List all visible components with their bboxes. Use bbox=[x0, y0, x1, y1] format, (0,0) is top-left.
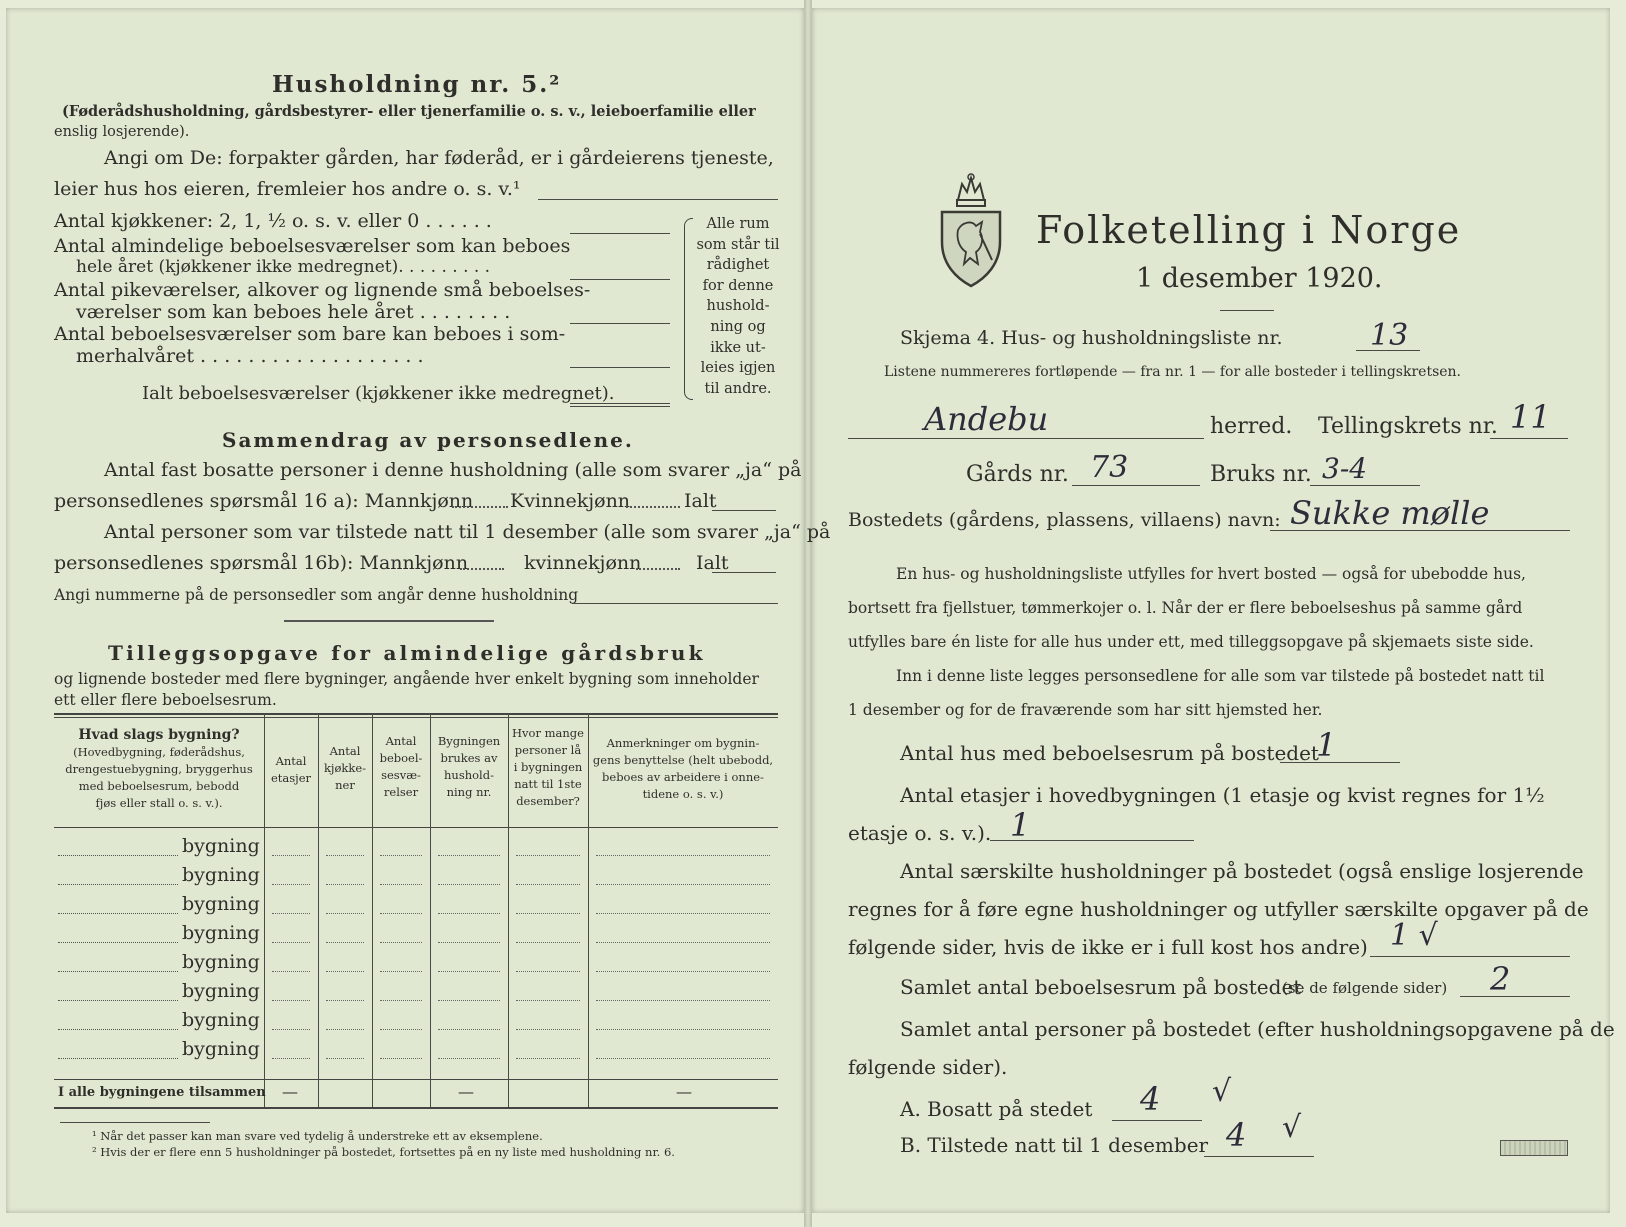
building-cell-field[interactable] bbox=[438, 971, 500, 972]
building-cell-field[interactable] bbox=[272, 855, 310, 856]
col-header-anmerkninger bbox=[588, 735, 778, 803]
husholdninger-1: Antal særskilte husholdninger på bostedet (også enslige losjerende bbox=[900, 859, 1584, 883]
kjokkener-answer-line[interactable] bbox=[570, 233, 670, 234]
building-cell-field[interactable] bbox=[596, 884, 770, 885]
building-row-label: bygning bbox=[182, 1009, 260, 1031]
etasjer-2: etasje o. s. v.). bbox=[848, 821, 992, 845]
bruks-value[interactable]: 3-4 bbox=[1322, 452, 1368, 485]
building-cell-field[interactable] bbox=[326, 1000, 364, 1001]
total-anmerkninger-dash: — bbox=[676, 1082, 692, 1101]
building-row-label: bygning bbox=[182, 951, 260, 973]
building-cell-field[interactable] bbox=[516, 1029, 580, 1030]
col-header-line: ner bbox=[335, 778, 355, 792]
building-cell-field[interactable] bbox=[272, 1029, 310, 1030]
tellingskrets-value[interactable]: 11 bbox=[1510, 398, 1551, 436]
samlet-rum-value[interactable]: 2 bbox=[1490, 960, 1511, 998]
fast-bosatte-2: personsedlenes spørsmål 16 a): Mannkjønn bbox=[54, 490, 474, 512]
building-cell-field[interactable] bbox=[272, 913, 310, 914]
building-cell-field[interactable] bbox=[380, 884, 422, 885]
rooms-ialt: Ialt beboelsesværelser (kjøkkener ikke medregnet). bbox=[142, 383, 615, 404]
buildings-table bbox=[54, 713, 778, 1113]
page-fold bbox=[804, 0, 812, 1227]
bosatt-check-mark: √ bbox=[1212, 1074, 1232, 1109]
building-cell-field[interactable] bbox=[596, 1029, 770, 1030]
col-header-line: Hvor mange bbox=[512, 726, 584, 740]
building-cell-field[interactable] bbox=[380, 1000, 422, 1001]
building-cell-field[interactable] bbox=[596, 1058, 770, 1059]
rooms-pike-2: værelser som kan beboes hele året . . . . . . . . bbox=[76, 301, 511, 323]
building-cell-field[interactable] bbox=[596, 913, 770, 914]
instruction-3: utfylles bare én liste for alle hus under ett, med tilleggsopgave på skjemaets siste side. bbox=[848, 633, 1534, 651]
tilstede-mann-field[interactable] bbox=[460, 568, 504, 570]
building-cell-field[interactable] bbox=[380, 1058, 422, 1059]
bosted-value[interactable]: Sukke mølle bbox=[1290, 494, 1490, 532]
bosted-label: Bostedets (gårdens, plassens, villaens) navn: bbox=[848, 509, 1281, 531]
building-cell-field[interactable] bbox=[380, 913, 422, 914]
sammendrag-heading: Sammendrag av personsedlene. bbox=[222, 428, 634, 452]
instruction-4: Inn i denne liste legges personsedlene for alle som var tilstede på bostedet natt til bbox=[896, 667, 1545, 685]
building-cell-field[interactable] bbox=[326, 855, 364, 856]
gards-label: Gårds nr. bbox=[966, 462, 1069, 487]
building-cell-field[interactable] bbox=[438, 855, 500, 856]
etasjer-line bbox=[990, 840, 1194, 841]
building-cell-field[interactable] bbox=[438, 1000, 500, 1001]
building-cell-field[interactable] bbox=[272, 1000, 310, 1001]
tilstede-label: B. Tilstede natt til 1 desember bbox=[900, 1133, 1209, 1157]
building-cell-field[interactable] bbox=[438, 884, 500, 885]
building-row-label: bygning bbox=[182, 864, 260, 886]
household-subtitle-2: enslig losjerende). bbox=[54, 124, 190, 140]
herred-value[interactable]: Andebu bbox=[924, 400, 1049, 438]
instruction-2: bortsett fra fjellstuer, tømmerkojer o. l. Når der er flere beboelseshus på samme gård bbox=[848, 599, 1523, 617]
nummerne-field[interactable] bbox=[572, 603, 778, 604]
building-cell-field[interactable] bbox=[516, 1058, 580, 1059]
tillegg-heading: Tilleggsopgave for almindelige gårdsbruk bbox=[108, 641, 706, 665]
rooms-alm-2: hele året (kjøkkener ikke medregnet). . . . . . . . . bbox=[76, 257, 491, 277]
husholdninger-2: regnes for å føre egne husholdninger og utfyller særskilte opgaver på de bbox=[848, 897, 1589, 921]
rooms-kjokkener: Antal kjøkkener: 2, 1, ½ o. s. v. eller 0 . . . . . . bbox=[54, 210, 492, 232]
col-header-etasjer bbox=[264, 753, 318, 787]
fast-bosatte-1: Antal fast bosatte personer i denne husholdning (alle som svarer „ja“ på bbox=[104, 459, 802, 481]
building-cell-field[interactable] bbox=[516, 913, 580, 914]
tillegg-desc-1: og lignende bosteder med flere bygninger, angående hver enkelt bygning som inneholder bbox=[54, 670, 759, 688]
col-header-line: kjøkke- bbox=[323, 761, 367, 775]
alm-answer-line[interactable] bbox=[570, 279, 670, 280]
samlet-rum-note: (se de følgende sider) bbox=[1282, 979, 1448, 997]
rooms-note-line: ning og bbox=[710, 318, 766, 335]
hus-line bbox=[1280, 762, 1400, 763]
footnote-1: ¹ Når det passer kan man svare ved tydelig å understreke ett av eksemplene. bbox=[92, 1129, 543, 1143]
rooms-brace bbox=[684, 218, 693, 400]
husholdninger-3: følgende sider, hvis de ikke er i full kost hos andre) bbox=[848, 935, 1368, 959]
sommer-answer-line[interactable] bbox=[570, 367, 670, 368]
skjema-number[interactable]: 13 bbox=[1370, 318, 1409, 353]
etasjer-value[interactable]: 1 bbox=[1010, 806, 1031, 844]
rooms-note-line: rådighet bbox=[706, 257, 770, 274]
rooms-note-line: Alle rum bbox=[706, 216, 770, 232]
household-title: Husholdning nr. 5.² bbox=[272, 71, 562, 98]
ialt-answer-line[interactable] bbox=[570, 403, 670, 404]
tellingskrets-label: Tellingskrets nr. bbox=[1318, 414, 1498, 439]
rooms-note-line: hushold- bbox=[706, 298, 770, 315]
tilstede-ialt-field[interactable] bbox=[712, 572, 776, 573]
col-header-line: Antal bbox=[385, 734, 417, 748]
ialt-answer-double-line bbox=[570, 406, 670, 407]
footnote-2: ² Hvis der er flere enn 5 husholdninger på bostedet, fortsettes på en ny liste med husholdning nr. 6. bbox=[92, 1145, 675, 1159]
col-header-line: tidene o. s. v.) bbox=[642, 787, 724, 801]
building-cell-field[interactable] bbox=[596, 942, 770, 943]
gards-line bbox=[1072, 485, 1200, 486]
gards-value[interactable]: 73 bbox=[1090, 450, 1129, 485]
building-cell-field[interactable] bbox=[272, 1058, 310, 1059]
building-type-field[interactable] bbox=[58, 913, 178, 914]
building-cell-field[interactable] bbox=[516, 855, 580, 856]
col-header-line: i bygningen bbox=[513, 760, 583, 774]
building-type-field[interactable] bbox=[58, 884, 178, 885]
building-cell-field[interactable] bbox=[326, 942, 364, 943]
bruks-label: Bruks nr. bbox=[1210, 462, 1312, 487]
household-subtitle-1: (Føderådshusholdning, gårdsbestyrer- eller tjenerfamilie o. s. v., leieboerfamilie eller bbox=[62, 103, 756, 120]
col-header-line: hushold- bbox=[444, 768, 494, 782]
tilstede-value[interactable]: 4 bbox=[1226, 1116, 1247, 1154]
skjema-label: Skjema 4. Hus- og husholdningsliste nr. bbox=[900, 327, 1283, 349]
building-type-field[interactable] bbox=[58, 1058, 178, 1059]
samlet-personer-1: Samlet antal personer på bostedet (efter husholdningsopgavene på de bbox=[900, 1017, 1615, 1041]
col-header-line: fjøs eller stall o. s. v.). bbox=[95, 796, 223, 810]
col-header-line: brukes av bbox=[440, 751, 498, 765]
col-header-line: (Hovedbygning, føderådshus, bbox=[73, 745, 245, 759]
building-cell-field[interactable] bbox=[272, 971, 310, 972]
tilstede-kvinne-label: kvinnekjønn bbox=[524, 552, 642, 574]
building-cell-field[interactable] bbox=[380, 971, 422, 972]
tilstede-kvinne-field[interactable] bbox=[636, 568, 680, 570]
samlet-rum-label: Samlet antal beboelsesrum på bostedet bbox=[900, 975, 1302, 999]
etasjer-1: Antal etasjer i hovedbygningen (1 etasje og kvist regnes for 1½ bbox=[900, 783, 1545, 807]
question-angi-1: Angi om De: forpakter gården, har føderåd, er i gårdeierens tjeneste, bbox=[104, 147, 774, 169]
husholdninger-value[interactable]: 1 √ bbox=[1390, 918, 1438, 953]
col-header-personer bbox=[508, 725, 588, 810]
form-title: Folketelling i Norge bbox=[1036, 208, 1462, 252]
col-header-line: ning nr. bbox=[446, 785, 492, 799]
building-row-label: bygning bbox=[182, 893, 260, 915]
herred-label: herred. bbox=[1210, 414, 1293, 439]
rooms-note-line: som står til bbox=[696, 236, 780, 253]
building-row-label: bygning bbox=[182, 1038, 260, 1060]
printer-stamp-icon bbox=[1500, 1140, 1568, 1156]
building-cell-field[interactable] bbox=[326, 971, 364, 972]
building-cell-field[interactable] bbox=[596, 1000, 770, 1001]
col-header-line: desember? bbox=[516, 794, 580, 808]
tilstede-ialt-label: Ialt bbox=[696, 552, 729, 574]
rooms-sommer-1: Antal beboelsesværelser som bare kan beboes i som- bbox=[54, 323, 566, 345]
norwegian-coat-of-arms-icon bbox=[936, 172, 1006, 292]
fast-ialt-field[interactable] bbox=[712, 510, 776, 511]
bosatt-label: A. Bosatt på stedet bbox=[900, 1097, 1093, 1121]
rooms-note-line: ikke ut- bbox=[710, 339, 766, 356]
total-etasjer-dash: — bbox=[282, 1082, 298, 1101]
col-header-line: etasjer bbox=[270, 771, 312, 785]
building-cell-field[interactable] bbox=[516, 884, 580, 885]
footnote-rule bbox=[60, 1122, 210, 1123]
building-cell-field[interactable] bbox=[596, 855, 770, 856]
herred-line bbox=[848, 438, 1204, 439]
col-header-line: beboel- bbox=[379, 751, 423, 765]
building-cell-field[interactable] bbox=[272, 884, 310, 885]
building-type-field[interactable] bbox=[58, 942, 178, 943]
building-cell-field[interactable] bbox=[438, 942, 500, 943]
bosted-line bbox=[1270, 530, 1570, 531]
bosatt-value[interactable]: 4 bbox=[1140, 1080, 1161, 1118]
col-header-line: Hvad slags bygning? bbox=[78, 727, 240, 743]
col-header-line: relser bbox=[383, 785, 419, 799]
building-row-label: bygning bbox=[182, 835, 260, 857]
building-cell-field[interactable] bbox=[326, 913, 364, 914]
hus-value[interactable]: 1 bbox=[1316, 726, 1337, 764]
building-cell-field[interactable] bbox=[326, 1029, 364, 1030]
building-cell-field[interactable] bbox=[326, 1058, 364, 1059]
col-header-line: med beboelsesrum, bebodd bbox=[78, 779, 240, 793]
building-type-field[interactable] bbox=[58, 1000, 178, 1001]
col-header-line: Antal bbox=[329, 744, 361, 758]
building-cell-field[interactable] bbox=[516, 971, 580, 972]
building-cell-field[interactable] bbox=[380, 1029, 422, 1030]
tilstede-check-mark: √ bbox=[1282, 1110, 1302, 1145]
instruction-1: En hus- og husholdningsliste utfylles for hvert bosted — også for ubebodde hus, bbox=[896, 565, 1526, 583]
building-cell-field[interactable] bbox=[596, 971, 770, 972]
nummerne-label: Angi nummerne på de personsedler som angår denne husholdning bbox=[54, 586, 579, 604]
building-cell-field[interactable] bbox=[516, 942, 580, 943]
form-date: 1 desember 1920. bbox=[1136, 263, 1383, 294]
tillegg-desc-2: ett eller flere beboelsesrum. bbox=[54, 691, 277, 709]
building-cell-field[interactable] bbox=[380, 942, 422, 943]
col-header-line: drengestuebygning, bryggerhus bbox=[65, 762, 253, 776]
tellingskrets-line bbox=[1490, 438, 1568, 439]
building-type-field[interactable] bbox=[58, 1029, 178, 1030]
building-cell-field[interactable] bbox=[516, 1000, 580, 1001]
col-header-line: Anmerkninger om bygnin- bbox=[606, 736, 760, 750]
rooms-note-line: for denne bbox=[702, 277, 774, 294]
rooms-note bbox=[694, 214, 782, 399]
rooms-pike-1: Antal pikeværelser, alkover og lignende små beboelses- bbox=[54, 279, 591, 301]
hus-label: Antal hus med beboelsesrum på bostedet bbox=[900, 741, 1319, 765]
col-header-line: beboes av arbeidere i onne- bbox=[602, 770, 764, 784]
fast-ialt-label: Ialt bbox=[684, 490, 717, 512]
building-type-field[interactable] bbox=[58, 971, 178, 972]
fast-mann-field[interactable] bbox=[452, 506, 508, 508]
col-header-line: Bygningen bbox=[437, 734, 501, 748]
col-header-kjokkener bbox=[318, 743, 372, 794]
col-header-line: Antal bbox=[275, 754, 307, 768]
rooms-alm-1: Antal almindelige beboelsesværelser som kan beboes bbox=[54, 235, 571, 257]
rooms-note-line: til andre. bbox=[704, 380, 772, 397]
fast-kvinne-label: Kvinnekjønn bbox=[510, 490, 631, 512]
building-cell-field[interactable] bbox=[438, 1029, 500, 1030]
building-cell-field[interactable] bbox=[326, 884, 364, 885]
skjema-number-line bbox=[1356, 350, 1420, 351]
samlet-personer-2: følgende sider). bbox=[848, 1055, 1008, 1079]
col-header-line: sesvæ- bbox=[381, 768, 421, 782]
col-header-bygning bbox=[54, 727, 264, 812]
rooms-sommer-2: merhalvåret . . . . . . . . . . . . . . . . . . . bbox=[76, 345, 424, 367]
samlet-rum-line bbox=[1460, 996, 1570, 997]
bosatt-line bbox=[1112, 1120, 1202, 1121]
total-label: I alle bygningene tilsammen bbox=[58, 1085, 266, 1100]
building-type-field[interactable] bbox=[58, 855, 178, 856]
fast-kvinne-field[interactable] bbox=[626, 506, 680, 508]
building-cell-field[interactable] bbox=[438, 913, 500, 914]
building-row-label: bygning bbox=[182, 922, 260, 944]
angi-answer-line[interactable] bbox=[538, 199, 778, 200]
tilstede-2: personsedlenes spørsmål 16b): Mannkjønn bbox=[54, 552, 469, 574]
building-cell-field[interactable] bbox=[272, 942, 310, 943]
tilstede-1: Antal personer som var tilstede natt til 1 desember (alle som svarer „ja“ på bbox=[104, 521, 831, 543]
rooms-note-line: leies igjen bbox=[700, 360, 776, 377]
building-cell-field[interactable] bbox=[380, 855, 422, 856]
title-divider bbox=[1220, 310, 1274, 311]
building-cell-field[interactable] bbox=[438, 1058, 500, 1059]
building-row-label: bygning bbox=[182, 980, 260, 1002]
question-angi-2: leier hus hos eieren, fremleier hos andre o. s. v.¹ bbox=[54, 178, 521, 200]
bruks-line bbox=[1310, 485, 1420, 486]
tilstede-line bbox=[1204, 1156, 1314, 1157]
col-header-line: gens benyttelse (helt ubebodd, bbox=[592, 753, 774, 767]
instruction-5: 1 desember og for de fraværende som har sitt hjemsted her. bbox=[848, 701, 1323, 719]
col-header-line: natt til 1ste bbox=[514, 777, 582, 791]
husholdninger-line bbox=[1370, 956, 1570, 957]
section-divider bbox=[284, 620, 494, 622]
total-husholdning-dash: — bbox=[458, 1082, 474, 1101]
listene-note: Listene nummereres fortløpende — fra nr. 1 — for alle bosteder i tellingskretsen. bbox=[884, 364, 1462, 380]
pike-answer-line[interactable] bbox=[570, 323, 670, 324]
col-header-husholdning bbox=[430, 733, 508, 801]
col-header-line: personer lå bbox=[514, 743, 582, 757]
col-header-beboelsesvaerelser bbox=[372, 733, 430, 801]
